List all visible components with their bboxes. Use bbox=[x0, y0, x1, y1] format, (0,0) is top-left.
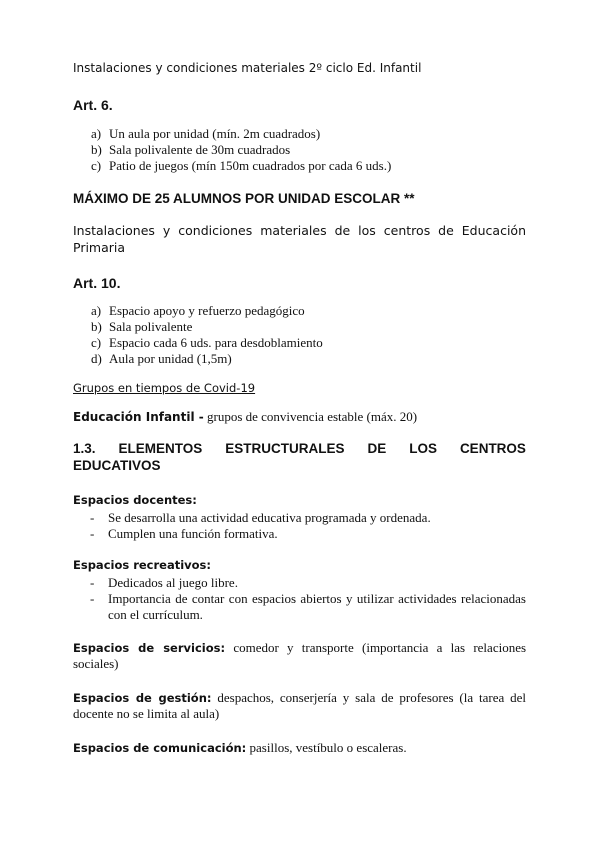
infantil-groups-line bbox=[73, 409, 526, 425]
docentes-list bbox=[73, 510, 526, 542]
infantil-label: Educación Infantil - bbox=[73, 410, 204, 424]
list-item: d) Aula por unidad (1,5m) bbox=[91, 351, 232, 366]
list-item: b) Sala polivalente bbox=[91, 319, 193, 334]
list-item: c) Patio de juegos (mín 150m cuadrados por cada 6 uds.) bbox=[91, 158, 392, 173]
list-item: - Se desarrolla una actividad educativa programada y ordenada. bbox=[90, 510, 431, 525]
docentes-label: Espacios docentes: bbox=[73, 493, 197, 507]
comunicacion-paragraph: Espacios de comunicación: pasillos, vestíbulo o escaleras. bbox=[73, 740, 407, 755]
list-item: a) Un aula por unidad (mín. 2m cuadrados) bbox=[91, 126, 321, 141]
list-item: a) Espacio apoyo y refuerzo pedagógico bbox=[91, 303, 305, 318]
list-item: b) Sala polivalente de 30m cuadrados bbox=[91, 142, 291, 157]
article-6-list bbox=[73, 126, 526, 174]
article-10-heading: Art. 10. bbox=[73, 275, 121, 291]
page-content bbox=[73, 60, 526, 756]
heading-primaria: Instalaciones y condiciones materiales de los centros de Educación Primaria bbox=[73, 223, 526, 255]
section-heading-line1: 1.3. ELEMENTOS ESTRUCTURALES DE LOS CENTROS bbox=[73, 441, 526, 456]
servicios-paragraph: Espacios de servicios: comedor y transporte (importancia a las relaciones sociales) bbox=[73, 640, 527, 671]
covid-heading: Grupos en tiempos de Covid-19 bbox=[73, 381, 256, 395]
recreativos-list bbox=[73, 575, 526, 623]
recreativos-label: Espacios recreativos: bbox=[73, 558, 211, 572]
article-10-list bbox=[73, 303, 526, 367]
list-item: c) Espacio cada 6 uds. para desdoblamiento bbox=[91, 335, 323, 350]
heading-infantil: Instalaciones y condiciones materiales 2º ciclo Ed. Infantil bbox=[73, 61, 422, 75]
max-students-note: MÁXIMO DE 25 ALUMNOS POR UNIDAD ESCOLAR ** bbox=[73, 191, 415, 206]
list-item: - Cumplen una función formativa. bbox=[90, 526, 278, 541]
infantil-text: grupos de convivencia estable (máx. 20) bbox=[206, 409, 418, 424]
gestion-paragraph: Espacios de gestión: despachos, conserjería y sala de profesores (la tarea del docente no se limita al aula) bbox=[73, 690, 526, 721]
section-heading bbox=[73, 440, 526, 474]
list-item: - Importancia de contar con espacios abiertos y utilizar actividades relacionadas con el currículum. bbox=[90, 591, 526, 622]
article-6-heading: Art. 6. bbox=[73, 97, 113, 113]
section-heading-line2: EDUCATIVOS bbox=[73, 458, 161, 473]
list-item: - Dedicados al juego libre. bbox=[90, 575, 238, 590]
